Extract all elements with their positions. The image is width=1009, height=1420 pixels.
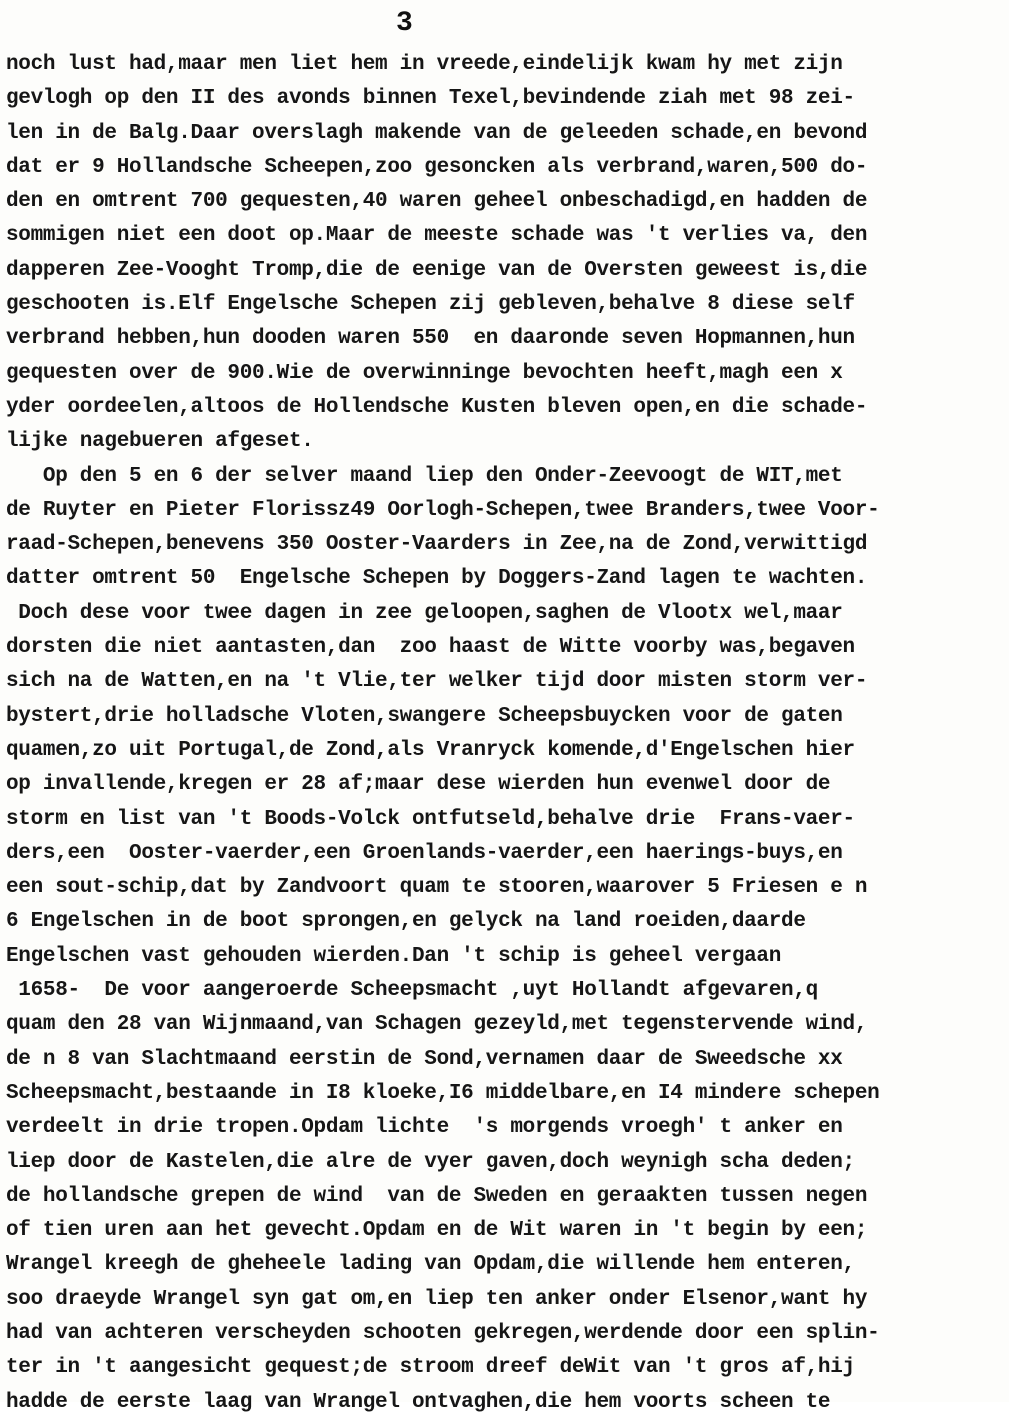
text-line: gevlogh op den II des avonds binnen Texel,bevindende ziah met 98 zei- [6,87,855,111]
text-line: sommigen niet een doot op.Maar de meeste schade was 't verlies va, den [6,224,868,248]
text-line: had van achteren verscheyden schooten gekregen,werdende door een splin- [6,1321,880,1345]
text-line: Doch dese voor twee dagen in zee geloopen,saghen de Vlootx wel,maar [6,601,843,625]
text-line: raad-Schepen,benevens 350 Ooster-Vaarders in Zee,na de Zond,verwittigd [6,533,868,557]
text-line: sich na de Watten,en na 't Vlie,ter welker tijd door misten storm ver- [6,670,868,694]
text-line: bystert,drie holladsche Vloten,swangere Scheepsbuycken voor de gaten [6,704,843,728]
text-line: op invallende,kregen er 28 af;maar dese wierden hun evenwel door de [6,773,831,797]
text-line: dat er 9 Hollandsche Scheepen,zoo gesoncken als verbrand,waren,500 do- [6,155,868,179]
text-line: quamen,zo uit Portugal,de Zond,als Vranryck komende,d'Engelschen hier [6,738,855,762]
text-line: of tien uren aan het gevecht.Opdam en de Wit waren in 't begin by een; [6,1219,868,1243]
text-line: gequesten over de 900.Wie de overwinninge bevochten heeft,magh een x [6,361,843,385]
text-line: Engelschen vast gehouden wierden.Dan 't schip is geheel vergaan [6,944,782,968]
text-line: een sout-schip,dat by Zandvoort quam te stooren,waarover 5 Friesen e n [6,876,868,900]
text-line: 6 Engelschen in de boot sprongen,en gelyck na land roeiden,daarde [6,910,806,934]
text-line: len in de Balg.Daar overslagh makende van de geleeden schade,en bevond [6,121,868,145]
text-line: ter in 't aangesicht gequest;de stroom dreef deWit van 't gros af,hij [6,1356,855,1380]
text-line: lijke nagebueren afgeset. [6,430,314,454]
page-number: 3 [396,8,413,39]
text-line: dapperen Zee-Vooght Tromp,die de eenige van de Oversten geweest is,die [6,258,868,282]
typewritten-text [6,48,1006,1420]
text-line: quam den 28 van Wijnmaand,van Schagen gezeyld,met tegenstervende wind, [6,1013,868,1037]
text-line: Scheepsmacht,bestaande in I8 kloeke,I6 middelbare,en I4 mindere schepen [6,1081,880,1105]
text-line: liep door de Kastelen,die alre de vyer gaven,doch weynigh scha deden; [6,1150,855,1174]
text-line: datter omtrent 50 Engelsche Schepen by Doggers-Zand lagen te wachten. [6,567,868,591]
text-line: yder oordeelen,altoos de Hollendsche Kusten bleven open,en die schade- [6,395,868,419]
text-line: noch lust had,maar men liet hem in vreede,eindelijk kwam hy met zijn [6,53,843,76]
text-line: soo draeyde Wrangel syn gat om,en liep ten anker onder Elsenor,want hy [6,1287,868,1311]
text-line: storm en list van 't Boods-Volck ontfutseld,behalve drie Frans-vaer- [6,807,855,831]
text-line: verbrand hebben,hun dooden waren 550 en daaronde seven Hopmannen,hun [6,327,855,351]
text-line: de n 8 van Slachtmaand eerstin de Sond,vernamen daar de Sweedsche xx [6,1047,843,1071]
text-line: dorsten die niet aantasten,dan zoo haast de Witte voorby was,begaven [6,636,855,660]
text-line: ders,een Ooster-vaerder,een Groenlands-vaerder,een haerings-buys,en [6,841,843,865]
text-line: den en omtrent 700 gequesten,40 waren geheel onbeschadigd,en hadden de [6,190,868,214]
text-line: Op den 5 en 6 der selver maand liep den Onder-Zeevoogt de WIT,met [6,464,843,488]
text-line: geschooten is.Elf Engelsche Schepen zij gebleven,behalve 8 diese self [6,293,855,317]
text-line: de Ruyter en Pieter Florissz49 Oorlogh-Schepen,twee Branders,twee Voor- [6,498,880,522]
text-line: de hollandsche grepen de wind van de Sweden en geraakten tussen negen [6,1184,868,1208]
text-line: verdeelt in drie tropen.Opdam lichte 's morgends vroegh' t anker en [6,1116,843,1140]
text-line: 1658- De voor aangeroerde Scheepsmacht ,uyt Hollandt afgevaren,q [6,979,818,1003]
text-line: Wrangel kreegh de gheheele lading van Opdam,die willende hem enteren, [6,1253,855,1277]
text-line: hadde de eerste laag van Wrangel ontvaghen,die hem voorts scheen te [6,1390,831,1414]
